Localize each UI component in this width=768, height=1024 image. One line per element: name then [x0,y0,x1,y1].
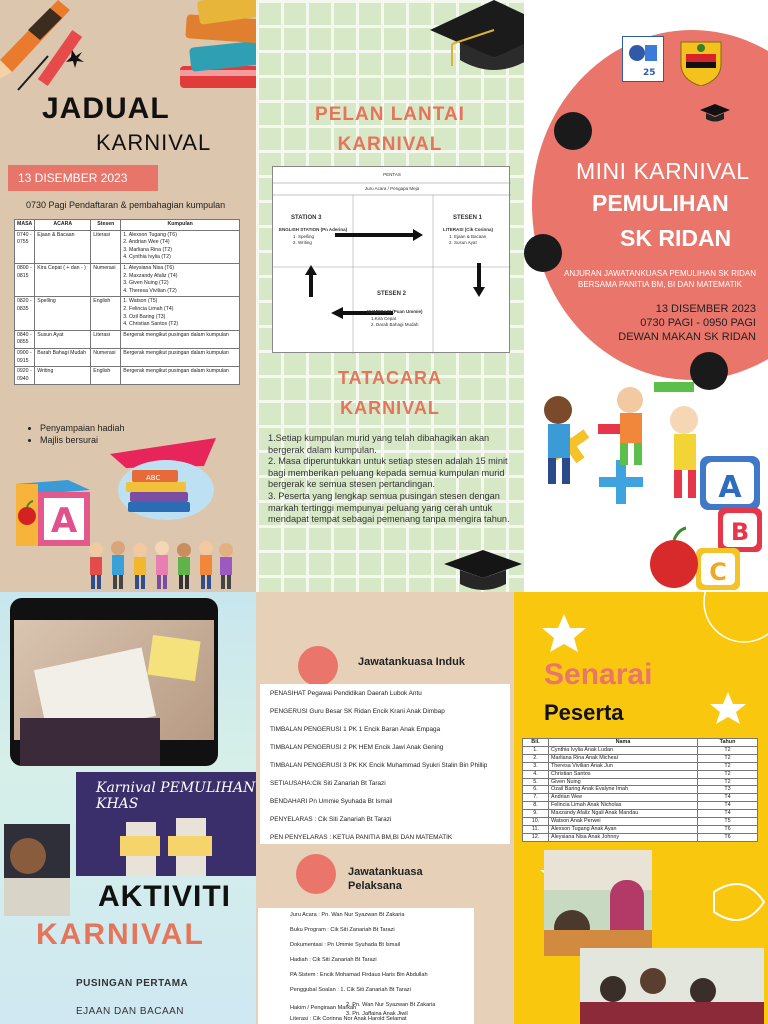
table-row [15,230,240,263]
rule-text: 1.Setiap kumpulan murid yang telah dibahagikan akan bergerak dalam kumpulan. [268,433,490,455]
table-row [523,818,758,826]
station3-item: 1. Spelling [293,234,315,239]
committee-item: BENDAHARI Pn Ummie Syuhada Bt Ismail [270,798,393,805]
time-cell: 0920 - 0940 [15,367,35,385]
committee-item: TIMBALAN PENGERUSI 3 PK KK Encik Muhammad Syukri Stalin Bin Phillip [270,762,488,769]
round-label: PUSINGAN PERTAMA [76,978,189,989]
participants-title: Senarai [544,658,653,691]
activity-panel [0,592,256,1024]
year-cell: T3 [698,786,758,794]
year-cell: T2 [698,770,758,778]
schedule-subtitle: KARNIVAL [96,130,212,155]
table-row [523,746,758,754]
svg-text:A: A [50,501,78,541]
registration-line: 0730 Pagi Pendaftaran & pembahagian kumpulan [26,200,226,210]
committee-item: Dokumentasi : Pn Ummie Syuhada Bt Ismail [290,942,401,948]
group-item: 2. Andrian Wee (T4) [123,239,170,246]
event-venue: DEWAN MAKAN SK RIDAN [618,331,756,343]
plan-mc-label: Juru Acara / Pengapa Meja [364,186,420,191]
name-cell: Cynthia Ivylia Anak Ludan [549,746,698,754]
year-cell: T4 [698,810,758,818]
children-illustration [82,536,238,592]
school-logo [622,36,664,82]
event-cell: Writing [35,367,91,385]
floor-plan-subtitle: KARNIVAL [337,134,443,155]
committee-item: Penggubal Soalan : 1. Cik Siti Zanariah Bt Tarazi [290,987,411,993]
main-committee-list [260,684,510,844]
station3-item: 2. Writing [293,240,312,245]
group-item: 2. Maxzandy Afaliz (T4) [123,272,178,279]
title-panel [524,0,768,592]
number-cell: 5. [523,778,549,786]
name-cell: Marliana Rina Anak Micheal [549,754,698,762]
event-date: 13 DISEMBER 2023 [655,303,756,315]
number-cell: 8. [523,802,549,810]
procedure-subtitle: KARNIVAL [340,398,440,418]
time-cell: 0900 - 0915 [15,348,35,366]
col-header: Stesen [91,220,121,231]
number-cell: 12. [523,833,549,841]
floor-plan-diagram [272,166,510,353]
group-cell [121,263,240,296]
group-item: 1. Alexson Tugang (T6) [123,231,177,238]
group-cell [121,348,240,366]
main-committee-title: Jawatankuasa Induk [358,656,465,668]
activity-subtitle: KARNIVAL [36,918,205,951]
table-row [523,770,758,778]
number-cell: 11. [523,825,549,833]
time-cell: 0820 - 0835 [15,297,35,330]
schedule-title: JADUAL [42,92,170,125]
event-title-line1: MINI KARNIVAL [576,158,750,184]
year-cell: T5 [698,818,758,826]
svg-text:B: B [730,518,750,546]
table-row [523,825,758,833]
group-cell [121,367,240,385]
organizer-text: ANJURAN JAWATANKUASA PEMULIHAN SK RIDAN BERSAMA PANITIA BM, BI DAN MATEMATIK [563,269,757,289]
number-cell: 6. [523,786,549,794]
year-cell: T2 [698,754,758,762]
group-cell [121,230,240,263]
name-cell: Aleysiana Nisa Anak Johnny [549,833,698,841]
number-cell: 2. [523,754,549,762]
group-item: 4. Theresa Vivilian (T2) [123,287,177,294]
activity-photo-2 [76,772,256,876]
col-header: Bil. [523,739,549,747]
svg-text:C: C [709,558,727,586]
committee-panel [256,592,514,1024]
list-item: • Majlis bersurai [40,434,125,446]
year-cell: T2 [698,778,758,786]
svg-text:A: A [718,470,742,505]
station-cell: English [91,367,121,385]
table-row [15,348,240,366]
col-header: Kumpulan [121,220,240,231]
schedule-date: 13 DISEMBER 2023 [8,165,158,191]
table-row [15,330,240,348]
event-details [584,302,756,344]
stesen1-item: 1. Ejaan & Bacaan [449,234,487,239]
stesen1-sub: LITERASI (Cik Corinna) [443,227,494,232]
exec-committee-subtitle: Pelaksana [348,880,402,892]
svg-text:ABC: ABC [146,474,161,482]
table-row [523,794,758,802]
name-cell: Maxzandy Afaliz Ngali Anak Mandau [549,810,698,818]
year-cell: T4 [698,802,758,810]
committee-item: PENYELARAS : Cik Siti Zanariah Bt Tarazi [270,816,392,823]
event-cell: Susun Ayat [35,330,91,348]
event-cell: Kira Cepat ( + dan - ) [35,263,91,296]
time-cell: 0740 - 0755 [15,230,35,263]
schedule-table [14,219,240,385]
year-cell: T2 [698,746,758,754]
graduation-cap-tiny-icon [700,104,730,124]
number-cell: 7. [523,794,549,802]
event-title-line3: SK RIDAN [620,225,732,251]
event-cell: Barah Bahagi Mudah [35,348,91,366]
group-item: 1. Aleysiana Nisa (T6) [123,264,175,271]
committee-item: PEN PENYELARAS : KETUA PANITIA BM,BI DAN MATEMATIK [270,834,453,841]
rule-text: 3. Peserta yang lengkap semua pusingan stesen dengan markah tertinggi mempunyai peluang yang cerah untuk mendapat tempat sebagai pemenang tanpa mengira tahun. [268,490,510,525]
name-cell: Given Nuing [549,778,698,786]
stesen2-title: STESEN 2 [377,291,407,297]
participants-photo-2 [580,948,764,1024]
activity-title: AKTIVITI [98,880,231,913]
time-cell: 0840 - 0855 [15,330,35,348]
logo-text: 25 [643,68,656,78]
state-emblem-icon [676,34,726,86]
exec-committee-title: Jawatankuasa [348,866,423,878]
committee-item: Buku Program : Cik Siti Zanariah Bt Tarazi [290,927,395,933]
committee-item: TIMBALAN PENGERUSI 2 PK HEM Encik Jawi Anak Gening [270,744,444,751]
committee-item: 3. Pn. Jaffaina Anak Jiwil [346,1011,408,1017]
procedure-title: TATACARA [338,368,442,388]
group-item: Bergerak mengikut pusingan dalam kumpulan [123,331,229,338]
stesen1-item: 2. Susun Ayat [449,240,477,245]
committee-item: SETIAUSAHA:Cik Siti Zanariah Bt Tarazi [270,780,386,787]
table-row [523,810,758,818]
station3-sub: ENGLISH STATION (Pn Aderina) [279,227,348,232]
participants-photo-1 [544,850,652,956]
station-cell: English [91,297,121,330]
year-cell: T2 [698,762,758,770]
table-row [523,802,758,810]
plan-stage-label: PENTAS [383,172,401,177]
rule-text: 2. Masa diperuntukkan untuk setiap stesen adalah 15 minit bagi memberikan peluang kepada semua kumpulan murid bergerak ke semua stesen pertandingan. [268,456,508,490]
event-cell: Spelling [35,297,91,330]
committee-item: 2. Pn. Wan Nur Syazwan Bt Zakaria [346,1002,436,1008]
banner-text: Karnival PEMULIHAN KHAS [96,780,256,812]
committee-item: PENGERUSI Guru Besar SK Ridan Encik Krani Anak Dimbap [270,708,445,715]
group-item: 3. Ozil Baring (T3) [123,313,166,320]
station-cell: Literasi [91,230,121,263]
year-cell: T6 [698,825,758,833]
name-cell: Ozail Baring Anak Evalyne Imah [549,786,698,794]
books-megaphone-icon [106,430,221,530]
name-cell: Watson Anak Perwei [549,818,698,826]
name-cell: Alexson Tugang Anak Ayan [549,825,698,833]
number-cell: 9. [523,810,549,818]
group-item: 3. Given Nuing (T2) [123,280,169,287]
table-row [15,297,240,330]
group-cell [121,297,240,330]
station-cell: Numerasi [91,263,121,296]
group-item: Bergerak mengikut pusingan dalam kumpulan [123,349,229,356]
group-item: 4. Cynthia Ivylia (T2) [123,254,171,261]
col-header: MASA [15,220,35,231]
number-cell: 4. [523,770,549,778]
year-cell: T6 [698,833,758,841]
participants-panel [514,592,768,1024]
name-cell: Christian Santos [549,770,698,778]
group-item: Bergerak mengikut pusingan dalam kumpulan [123,368,229,375]
table-row [15,263,240,296]
activity-photo-1 [10,598,218,766]
event-cell: Ejaan & Bacaan [35,230,91,263]
station-cell: Literasi [91,330,121,348]
name-cell: Andrian Wee [549,794,698,802]
number-cell: 3. [523,762,549,770]
number-cell: 1. [523,746,549,754]
group-item: 2. Felincia Limah (T4) [123,305,174,312]
time-cell: 0800 - 0815 [15,263,35,296]
station-cell: Numerasi [91,348,121,366]
list-item: • Penyampaian hadiah [40,422,125,434]
committee-item: PA Sistem : Encik Mohamad Firdaus Haris Bin Abdullah [290,972,428,978]
table-row [523,786,758,794]
committee-item: Juru Acara : Pn. Wan Nur Syazwan Bt Zakaria [290,912,405,918]
stesen2-sub: NUMERASI (Puan Ummie) [367,309,423,314]
floor-plan-panel [256,0,524,592]
group-item: 3. Marliana Rina (T2) [123,246,173,253]
floor-plan-title: PELAN LANTAI [315,104,465,125]
table-row [523,754,758,762]
round-activity: EJAAN DAN BACAAN [76,1006,185,1017]
stesen1-title: STESEN 1 [453,215,483,221]
col-header: Nama [549,739,698,747]
table-row [523,762,758,770]
committee-item: TIMBALAN PENGERUSI 1 PK 1 Encik Baran Anak Empaga [270,726,441,733]
kids-math-illustration [534,380,764,590]
participants-subtitle: Peserta [544,700,624,725]
participants-table [522,738,758,842]
name-cell: Theresa Vivilian Anak Jun [549,762,698,770]
group-cell [121,330,240,348]
activity-photo-3 [4,824,70,916]
name-cell: Felincia Limah Anak Nicholas [549,802,698,810]
number-cell: 10. [523,818,549,826]
table-row [523,778,758,786]
procedure-rules [268,433,516,526]
col-header: ACARA [35,220,91,231]
committee-item: Literasi : Cik Corinna Nor Anak Harold Selamat [290,1016,407,1022]
event-title-line2: PEMULIHAN [592,190,729,216]
group-item: 1. Watson (T5) [123,298,158,305]
stesen2-item: 1.Kira Cepat [371,316,397,321]
year-cell: T4 [698,794,758,802]
committee-item: PENASIHAT Pegawai Pendidikan Daerah Lubok Antu [270,690,422,697]
graduation-cap-small-icon [444,550,522,594]
committee-item: Hakim / Pengiraan Markah [290,1005,357,1011]
event-time: 0730 PAGI - 0950 PAGI [640,317,756,329]
group-item: 4. Christian Santos (T2) [123,321,179,328]
committee-item: Hadiah : Cik Siti Zanariah Bt Tarazi [290,957,377,963]
stesen2-item: 2. Darab Bahagi Mudah [371,322,419,327]
station3-title: STATION 3 [291,215,322,221]
table-row [523,833,758,841]
col-header: Tahun [698,739,758,747]
table-row [15,367,240,385]
